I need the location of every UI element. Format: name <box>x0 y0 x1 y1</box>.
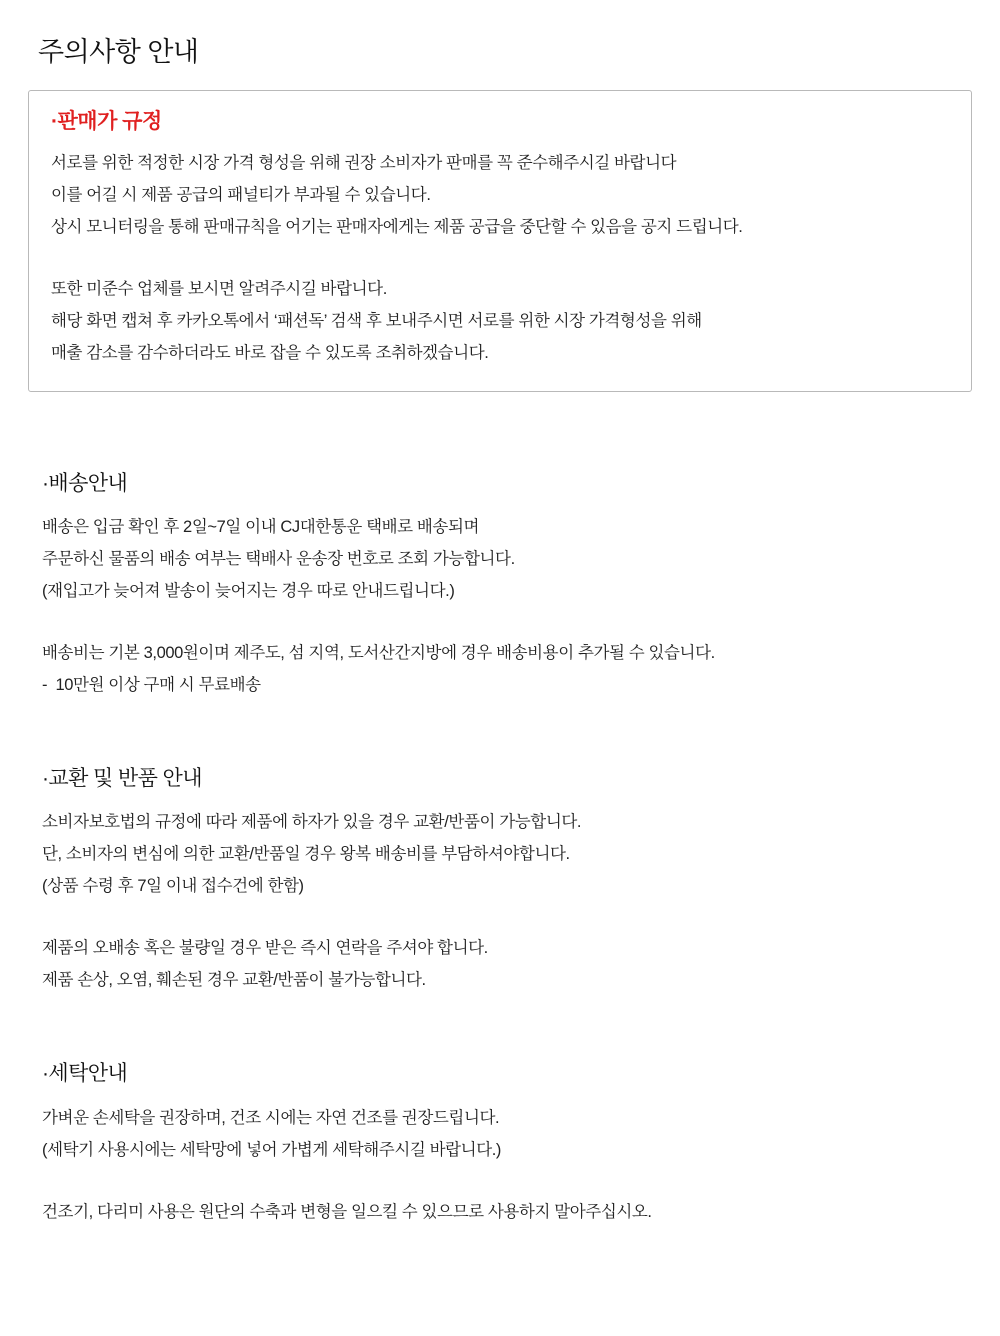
price-policy-line: 또한 미준수 업체를 보시면 알려주시길 바랍니다. <box>51 279 387 298</box>
price-policy-line: 이를 어길 시 제품 공급의 패널티가 부과될 수 있습니다. <box>51 185 431 204</box>
washing-line: (세탁기 사용시에는 세탁망에 넣어 가볍게 세탁해주시길 바랍니다.) <box>42 1140 502 1159</box>
exchange-return-line: 제품 손상, 오염, 훼손된 경우 교환/반품이 불가능합니다. <box>42 971 426 990</box>
notice-page <box>0 36 1000 1336</box>
washing-heading: ·세탁안내 <box>42 1062 128 1086</box>
paragraph-gap <box>42 902 958 932</box>
shipping-body <box>42 511 958 701</box>
page-title: 주의사항 안내 <box>38 37 199 67</box>
section-gap <box>28 701 972 765</box>
price-policy-line: 매출 감소를 감수하더라도 바로 잡을 수 있도록 조취하겠습니다. <box>51 343 489 362</box>
exchange-return-line: 제품의 오배송 혹은 불량일 경우 받은 즉시 연락을 주셔야 합니다. <box>42 939 488 958</box>
exchange-return-line: (상품 수령 후 7일 이내 접수건에 한함) <box>42 877 304 896</box>
exchange-return-heading: ·교환 및 반품 안내 <box>42 767 202 791</box>
exchange-return-line: 단, 소비자의 변심에 의한 교환/반품일 경우 왕복 배송비를 부담하셔야합니다. <box>42 845 570 864</box>
price-policy-line: 서로를 위한 적정한 시장 가격 형성을 위해 권장 소비자가 판매를 꼭 준수해주시길 바랍니다 <box>51 153 677 172</box>
shipping-line: 배송은 입금 확인 후 2일~7일 이내 CJ대한통운 택배로 배송되며 <box>42 518 480 537</box>
washing-line: 건조기, 다리미 사용은 원단의 수축과 변형을 일으킬 수 있으므로 사용하지 말아주십시오. <box>42 1202 652 1221</box>
exchange-return-body <box>42 806 958 996</box>
paragraph-gap <box>51 243 949 273</box>
washing-body <box>42 1102 958 1228</box>
price-policy-line: 해당 화면 캡쳐 후 카카오톡에서 ‘패션독’ 검색 후 보내주시면 서로를 위한 시장 가격형성을 위해 <box>51 311 702 330</box>
exchange-return-line: 소비자보호법의 규정에 따라 제품에 하자가 있을 경우 교환/반품이 가능합니다. <box>42 813 582 832</box>
price-policy-line: 상시 모니터링을 통해 판매규칙을 어기는 판매자에게는 제품 공급을 중단할 수 있음을 공지 드립니다. <box>51 217 743 236</box>
paragraph-gap <box>42 1166 958 1196</box>
section-gap <box>28 996 972 1060</box>
washing-section <box>28 1060 972 1227</box>
exchange-return-section <box>28 765 972 996</box>
shipping-line: (재입고가 늦어져 발송이 늦어지는 경우 따로 안내드립니다.) <box>42 582 455 601</box>
shipping-section <box>28 470 972 701</box>
price-policy-box <box>28 90 972 391</box>
shipping-heading: ·배송안내 <box>42 471 128 495</box>
shipping-line: 배송비는 기본 3,000원이며 제주도, 섬 지역, 도서산간지방에 경우 배송비용이 추가될 수 있습니다. <box>42 644 715 663</box>
paragraph-gap <box>42 607 958 637</box>
washing-line: 가벼운 손세탁을 권장하며, 건조 시에는 자연 건조를 권장드립니다. <box>42 1108 500 1127</box>
shipping-line: 주문하신 물품의 배송 여부는 택배사 운송장 번호로 조회 가능합니다. <box>42 550 515 569</box>
shipping-line: - 10만원 이상 구매 시 무료배송 <box>42 676 261 695</box>
price-policy-heading: ·판매가 규정 <box>51 110 162 134</box>
section-gap <box>28 392 972 470</box>
